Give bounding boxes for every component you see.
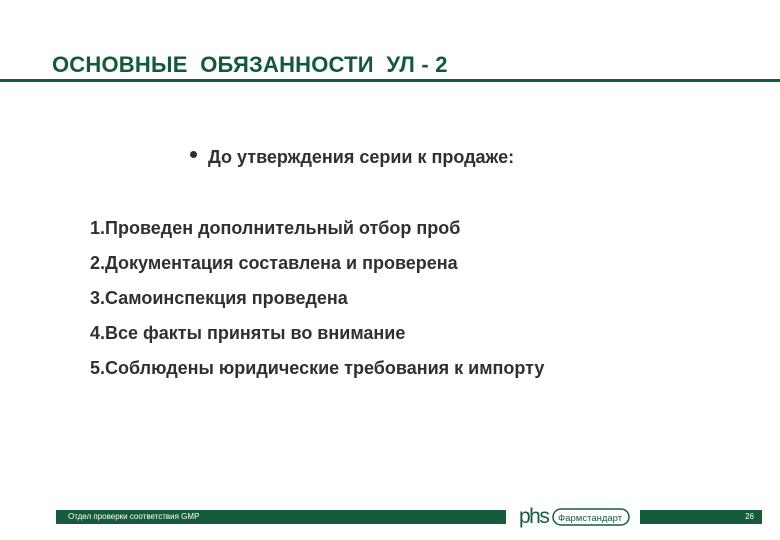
bullet-item — [190, 147, 514, 168]
numbered-list — [90, 211, 544, 386]
list-item: 2.Документация составлена и проверена — [90, 253, 458, 273]
slide-title: ОСНОВНЫЕ ОБЯЗАННОСТИ УЛ - 2 — [52, 52, 448, 77]
footer-department: Отдел проверки соответствия GMP — [68, 512, 200, 521]
bullet-text: До утверждения серии к продаже: — [208, 147, 515, 167]
logo-mark: phs — [519, 505, 549, 528]
footer-bar-right — [640, 510, 762, 524]
list-item: 5.Соблюдены юридические требования к импорту — [90, 358, 545, 378]
list-item: 4.Все факты приняты во внимание — [90, 323, 406, 343]
page-number: 26 — [745, 512, 754, 521]
title-divider — [0, 79, 780, 82]
list-item: 3.Самоинспекция проведена — [90, 288, 348, 308]
pharmstandard-logo — [518, 503, 630, 529]
list-item: 1.Проведен дополнительный отбор проб — [90, 218, 461, 238]
pharmstandard-logo-icon — [518, 503, 630, 529]
logo-brand: Фармстандарт — [558, 513, 623, 524]
bullet-dot-icon — [190, 151, 197, 158]
